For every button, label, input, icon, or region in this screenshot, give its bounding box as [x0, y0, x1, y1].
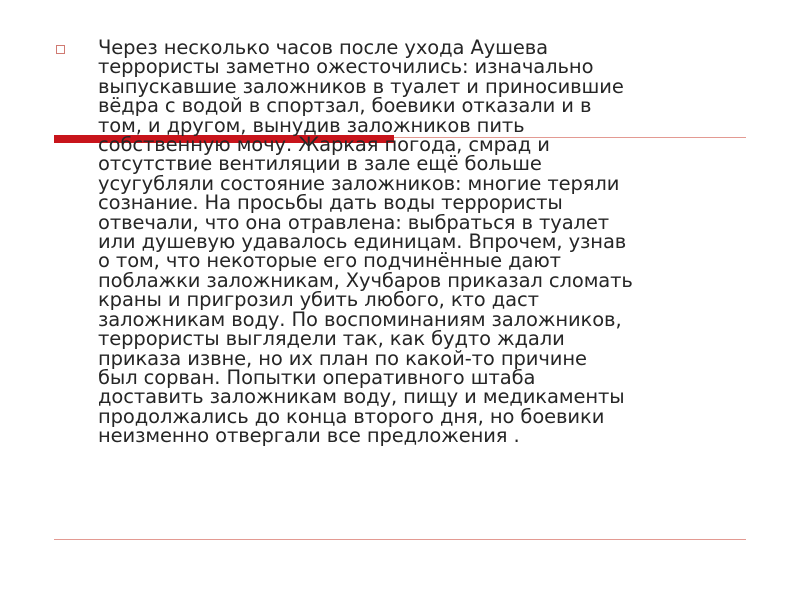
body-paragraph: Через несколько часов после ухода Аушева террористы заметно ожесточились: изначально выпускавшие заложников в туалет и приносившие вёдра с водой в спортзал, боевики отказали и в том, и другом, вынудив заложников пить собственную мочу. Жаркая погода, смрад и отсутствие вентиляции в зале ещё больше усугубляли состояние заложников: многие теряли сознание. На просьбы дать воды террористы отвечали, что она отравлена: выбраться в туалет или душевую удавалось единицам. Впрочем, узнав о том, что некоторые его подчинённые дают поблажки заложникам, Хучбаров приказал сломать краны и пригрозил убить любого, кто даст заложникам воду. По воспоминаниям заложников, террористы выглядели так, как будто ждали приказа извне, но их план по какой-то причине был сорван. Попытки оперативного штаба доставить заложникам воду, пищу и медикаменты продолжались до конца второго дня, но боевики неизменно отвергали все предложения .	[98, 36, 633, 448]
footer-rule	[54, 539, 746, 540]
square-bullet-icon	[56, 45, 65, 54]
